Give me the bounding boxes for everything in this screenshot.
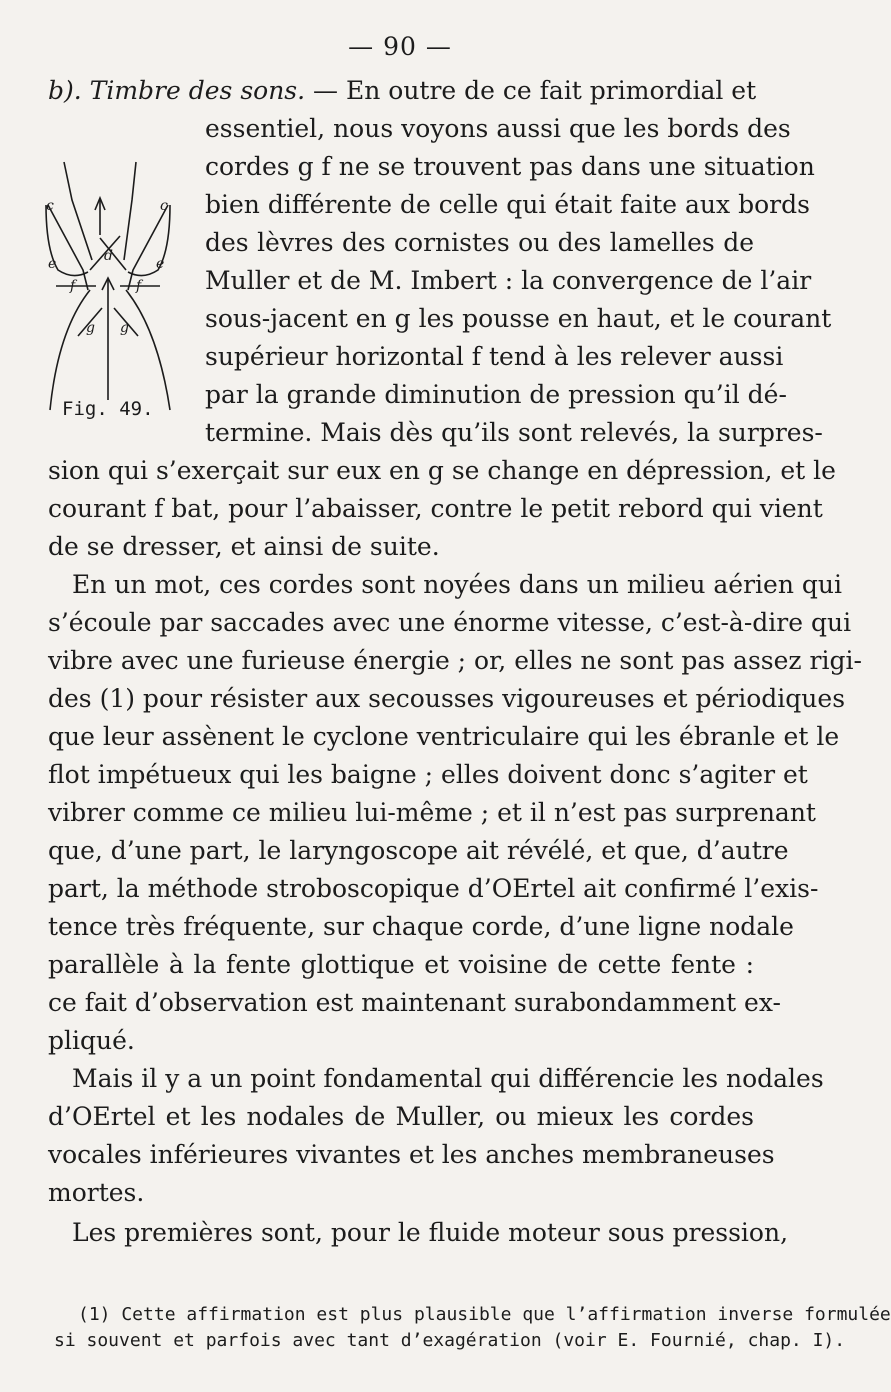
text-line: part, la méthode stroboscopique d’OErtel ait confirmé l’exis- (48, 874, 819, 903)
text-line: termine. Mais dès qu’ils sont relevés, la surpres- (205, 418, 823, 447)
text-line: vibrer comme ce milieu lui-même ; et il n’est pas surprenant (48, 798, 816, 827)
label-g-left: g (86, 320, 95, 336)
text-line: essentiel, nous voyons aussi que les bords des (205, 114, 791, 143)
text-line: supérieur horizontal f tend à les relever aussi (205, 342, 784, 371)
text-line: de se dresser, et ainsi de suite. (48, 532, 440, 561)
lower-right-curve (126, 290, 170, 410)
label-g-right: g (120, 320, 129, 336)
text-line: cordes g f ne se trouvent pas dans une situation (205, 152, 815, 181)
label-f-right: f (136, 278, 142, 294)
paragraph-start-line: En un mot, ces cordes sont noyées dans un milieu aérien qui (72, 570, 842, 599)
heading-line-text: — En outre de ce fait primordial et (313, 76, 757, 105)
text-line: Muller et de M. Imbert : la convergence de l’air (205, 266, 812, 295)
text-line: courant f bat, pour l’abaisser, contre le petit rebord qui vient (48, 494, 823, 523)
page-number: — 90 — (348, 32, 452, 61)
text-line: des lèvres des cornistes ou des lamelles de (205, 228, 754, 257)
right-outer-curve (128, 205, 168, 290)
label-c-left: c (46, 198, 54, 214)
section-label: b). (48, 76, 82, 105)
heading-line (48, 72, 757, 110)
text-line: des (1) pour résister aux secousses vigoureuses et périodiques (48, 684, 846, 713)
text-line: vocales inférieures vivantes et les anches membraneuses (48, 1140, 775, 1169)
text-line: que, d’une part, le laryngoscope ait révélé, et que, d’autre (48, 836, 789, 865)
left-outer-curve (48, 205, 88, 290)
text-line: ce fait d’observation est maintenant surabondamment ex- (48, 988, 781, 1017)
text-line: d’OErtel et les nodales de Muller, ou mieux les cordes (48, 1102, 754, 1131)
footnote-line: (1) Cette affirmation est plus plausible que l’affirmation inverse formulée (78, 1304, 891, 1325)
text-line: par la grande diminution de pression qu’il dé- (205, 380, 787, 409)
paragraph-start-line: Mais il y a un point fondamental qui différencie les nodales (72, 1064, 824, 1093)
right-inner-line (124, 162, 136, 260)
label-e-left: e (48, 256, 57, 272)
text-line: vibre avec une furieuse énergie ; or, elles ne sont pas assez rigi- (48, 646, 862, 675)
text-line: sion qui s’exerçait sur eux en g se change en dépression, et le (48, 456, 836, 485)
label-c-right: c (160, 198, 168, 214)
lower-left-curve (50, 290, 90, 410)
label-d: d (104, 248, 113, 264)
text-line: s’écoule par saccades avec une énorme vitesse, c’est-à-dire qui (48, 608, 852, 637)
paragraph-start-line: Les premières sont, pour le fluide moteur sous pression, (72, 1218, 789, 1247)
figure-caption: Fig. 49. (62, 398, 154, 420)
text-line: sous-jacent en g les pousse en haut, et le courant (205, 304, 832, 333)
text-line: tence très fréquente, sur chaque corde, d’une ligne nodale (48, 912, 794, 941)
figure-49-diagram (28, 140, 188, 430)
text-line: flot impétueux qui les baigne ; elles doivent donc s’agiter et (48, 760, 808, 789)
text-line: que leur assènent le cyclone ventriculaire qui les ébranle et le (48, 722, 840, 751)
text-line: bien différente de celle qui était faite aux bords (205, 190, 810, 219)
text-line: pliqué. (48, 1026, 135, 1055)
label-e-right: e (156, 256, 165, 272)
text-line: mortes. (48, 1178, 145, 1207)
left-inner-line (64, 162, 92, 260)
label-f-left: f (70, 278, 76, 294)
text-line: parallèle à la fente glottique et voisine de cette fente : (48, 950, 754, 979)
footnote-line: si souvent et parfois avec tant d’exagération (voir E. Fournié, chap. I). (54, 1330, 846, 1351)
section-title: Timbre des sons. (89, 76, 306, 105)
